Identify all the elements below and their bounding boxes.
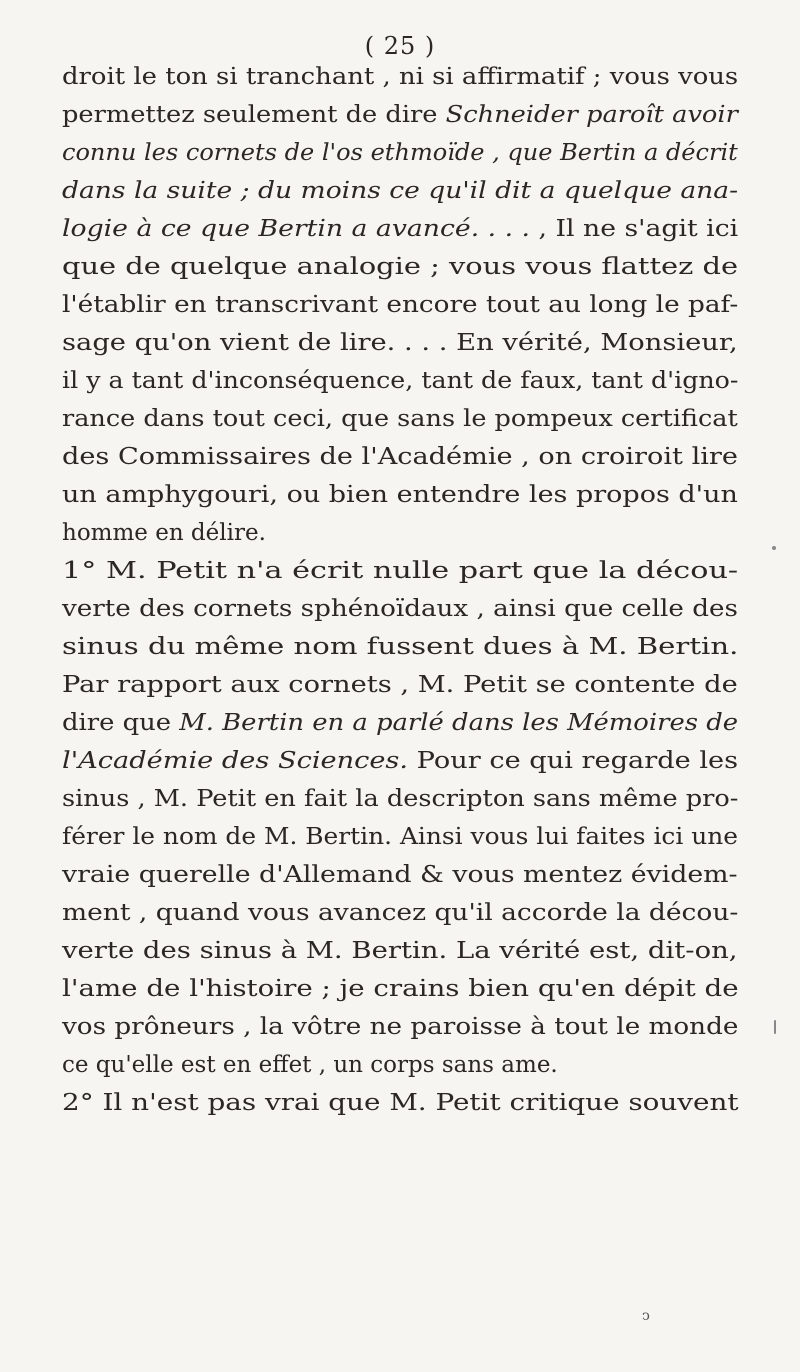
text-run: un amphygouri, ou bien entendre les propos d'un: [62, 482, 738, 508]
text-run: sinus du même nom fussent dues à M. Bertin.: [62, 634, 739, 660]
text-run: l'établir en transcrivant encore tout au long le paf-: [62, 292, 739, 318]
text-line: [62, 704, 738, 742]
text-run: ment , quand vous avancez qu'il accorde la décou-: [62, 900, 739, 926]
margin-speck: [772, 546, 776, 550]
text-run: verte des sinus à M. Bertin. La vérité est, dit-on,: [62, 938, 738, 964]
text-line: [62, 362, 738, 400]
text-run: 1° M. Petit n'a écrit nulle part que la décou-: [62, 558, 739, 584]
text-run: ce qu'elle est en effet , un corps sans ame.: [62, 1052, 558, 1078]
text-line: [62, 400, 738, 438]
text-line: [62, 96, 738, 134]
margin-speck: [774, 1020, 776, 1034]
text-run: sage qu'on vient de lire. . . . En vérité, Monsieur,: [62, 330, 738, 356]
text-run: des Commissaires de l'Académie , on croiroit lire: [62, 444, 738, 470]
catchword: ↄ: [642, 1308, 650, 1324]
italic-run: logie à ce que Bertin a avancé. . . .: [62, 216, 539, 242]
text-run: homme en délire.: [62, 520, 266, 546]
text-line: [62, 438, 738, 476]
text-line: [62, 666, 738, 704]
text-line: [62, 1084, 739, 1122]
text-run: sinus , M. Petit en fait la descripton sans même pro-: [62, 786, 739, 812]
text-line: [62, 134, 738, 172]
text-line: [62, 628, 738, 666]
text-line: [62, 818, 738, 856]
text-line: [62, 856, 738, 894]
text-line: [62, 1008, 738, 1046]
text-run: vos prôneurs , la vôtre ne paroisse à tout le monde: [62, 1014, 739, 1040]
text-run: rance dans tout ceci, que sans le pompeux certificat: [62, 406, 738, 432]
text-line: [62, 514, 266, 552]
text-line: [62, 172, 738, 210]
text-run: 2° Il n'est pas vrai que M. Petit critique souvent: [62, 1090, 739, 1116]
text-run: que de quelque analogie ; vous vous flattez de: [62, 254, 739, 280]
text-line: [62, 1046, 558, 1084]
text-line: [62, 590, 738, 628]
text-line: [62, 932, 738, 970]
italic-run: M. Bertin en a parlé dans les Mémoires de: [179, 710, 739, 736]
text-line: [62, 248, 738, 286]
text-run: dire que: [62, 710, 180, 736]
text-run: verte des cornets sphénoïdaux , ainsi que celle des: [62, 596, 738, 622]
text-line: [62, 742, 738, 780]
text-run: il y a tant d'inconséquence, tant de faux, tant d'igno-: [62, 368, 739, 394]
text-run: , Il ne s'agit ici: [538, 216, 739, 242]
text-line: [62, 476, 738, 514]
italic-run: connu les cornets de l'os ethmoïde , que Bertin a décrit: [62, 140, 738, 166]
italic-run: l'Académie des Sciences.: [62, 748, 409, 774]
text-line: [62, 894, 738, 932]
text-run: l'ame de l'histoire ; je crains bien qu'en dépit de: [62, 976, 739, 1002]
italic-run: Schneider paroît avoir: [445, 102, 738, 128]
text-run: férer le nom de M. Bertin. Ainsi vous lui faites ici une: [62, 824, 738, 850]
text-line: [62, 970, 739, 1008]
text-run: Par rapport aux cornets , M. Petit se contente de: [62, 672, 738, 698]
text-line: [62, 780, 738, 818]
text-line: [62, 210, 738, 248]
text-run: permettez seulement de dire: [62, 102, 446, 128]
italic-run: dans la suite ; du moins ce qu'il dit a quelque ana-: [62, 178, 739, 204]
text-line: [62, 324, 738, 362]
text-run: Pour ce qui regarde les: [408, 748, 739, 774]
text-line: [62, 552, 738, 590]
text-run: vraie querelle d'Allemand & vous mentez évidem-: [62, 862, 738, 888]
page-number: ( 25 ): [364, 32, 436, 60]
text-run: droit le ton si tranchant , ni si affirmatif ; vous vous: [62, 64, 739, 90]
text-line: [62, 286, 738, 324]
text-line: [62, 58, 738, 96]
